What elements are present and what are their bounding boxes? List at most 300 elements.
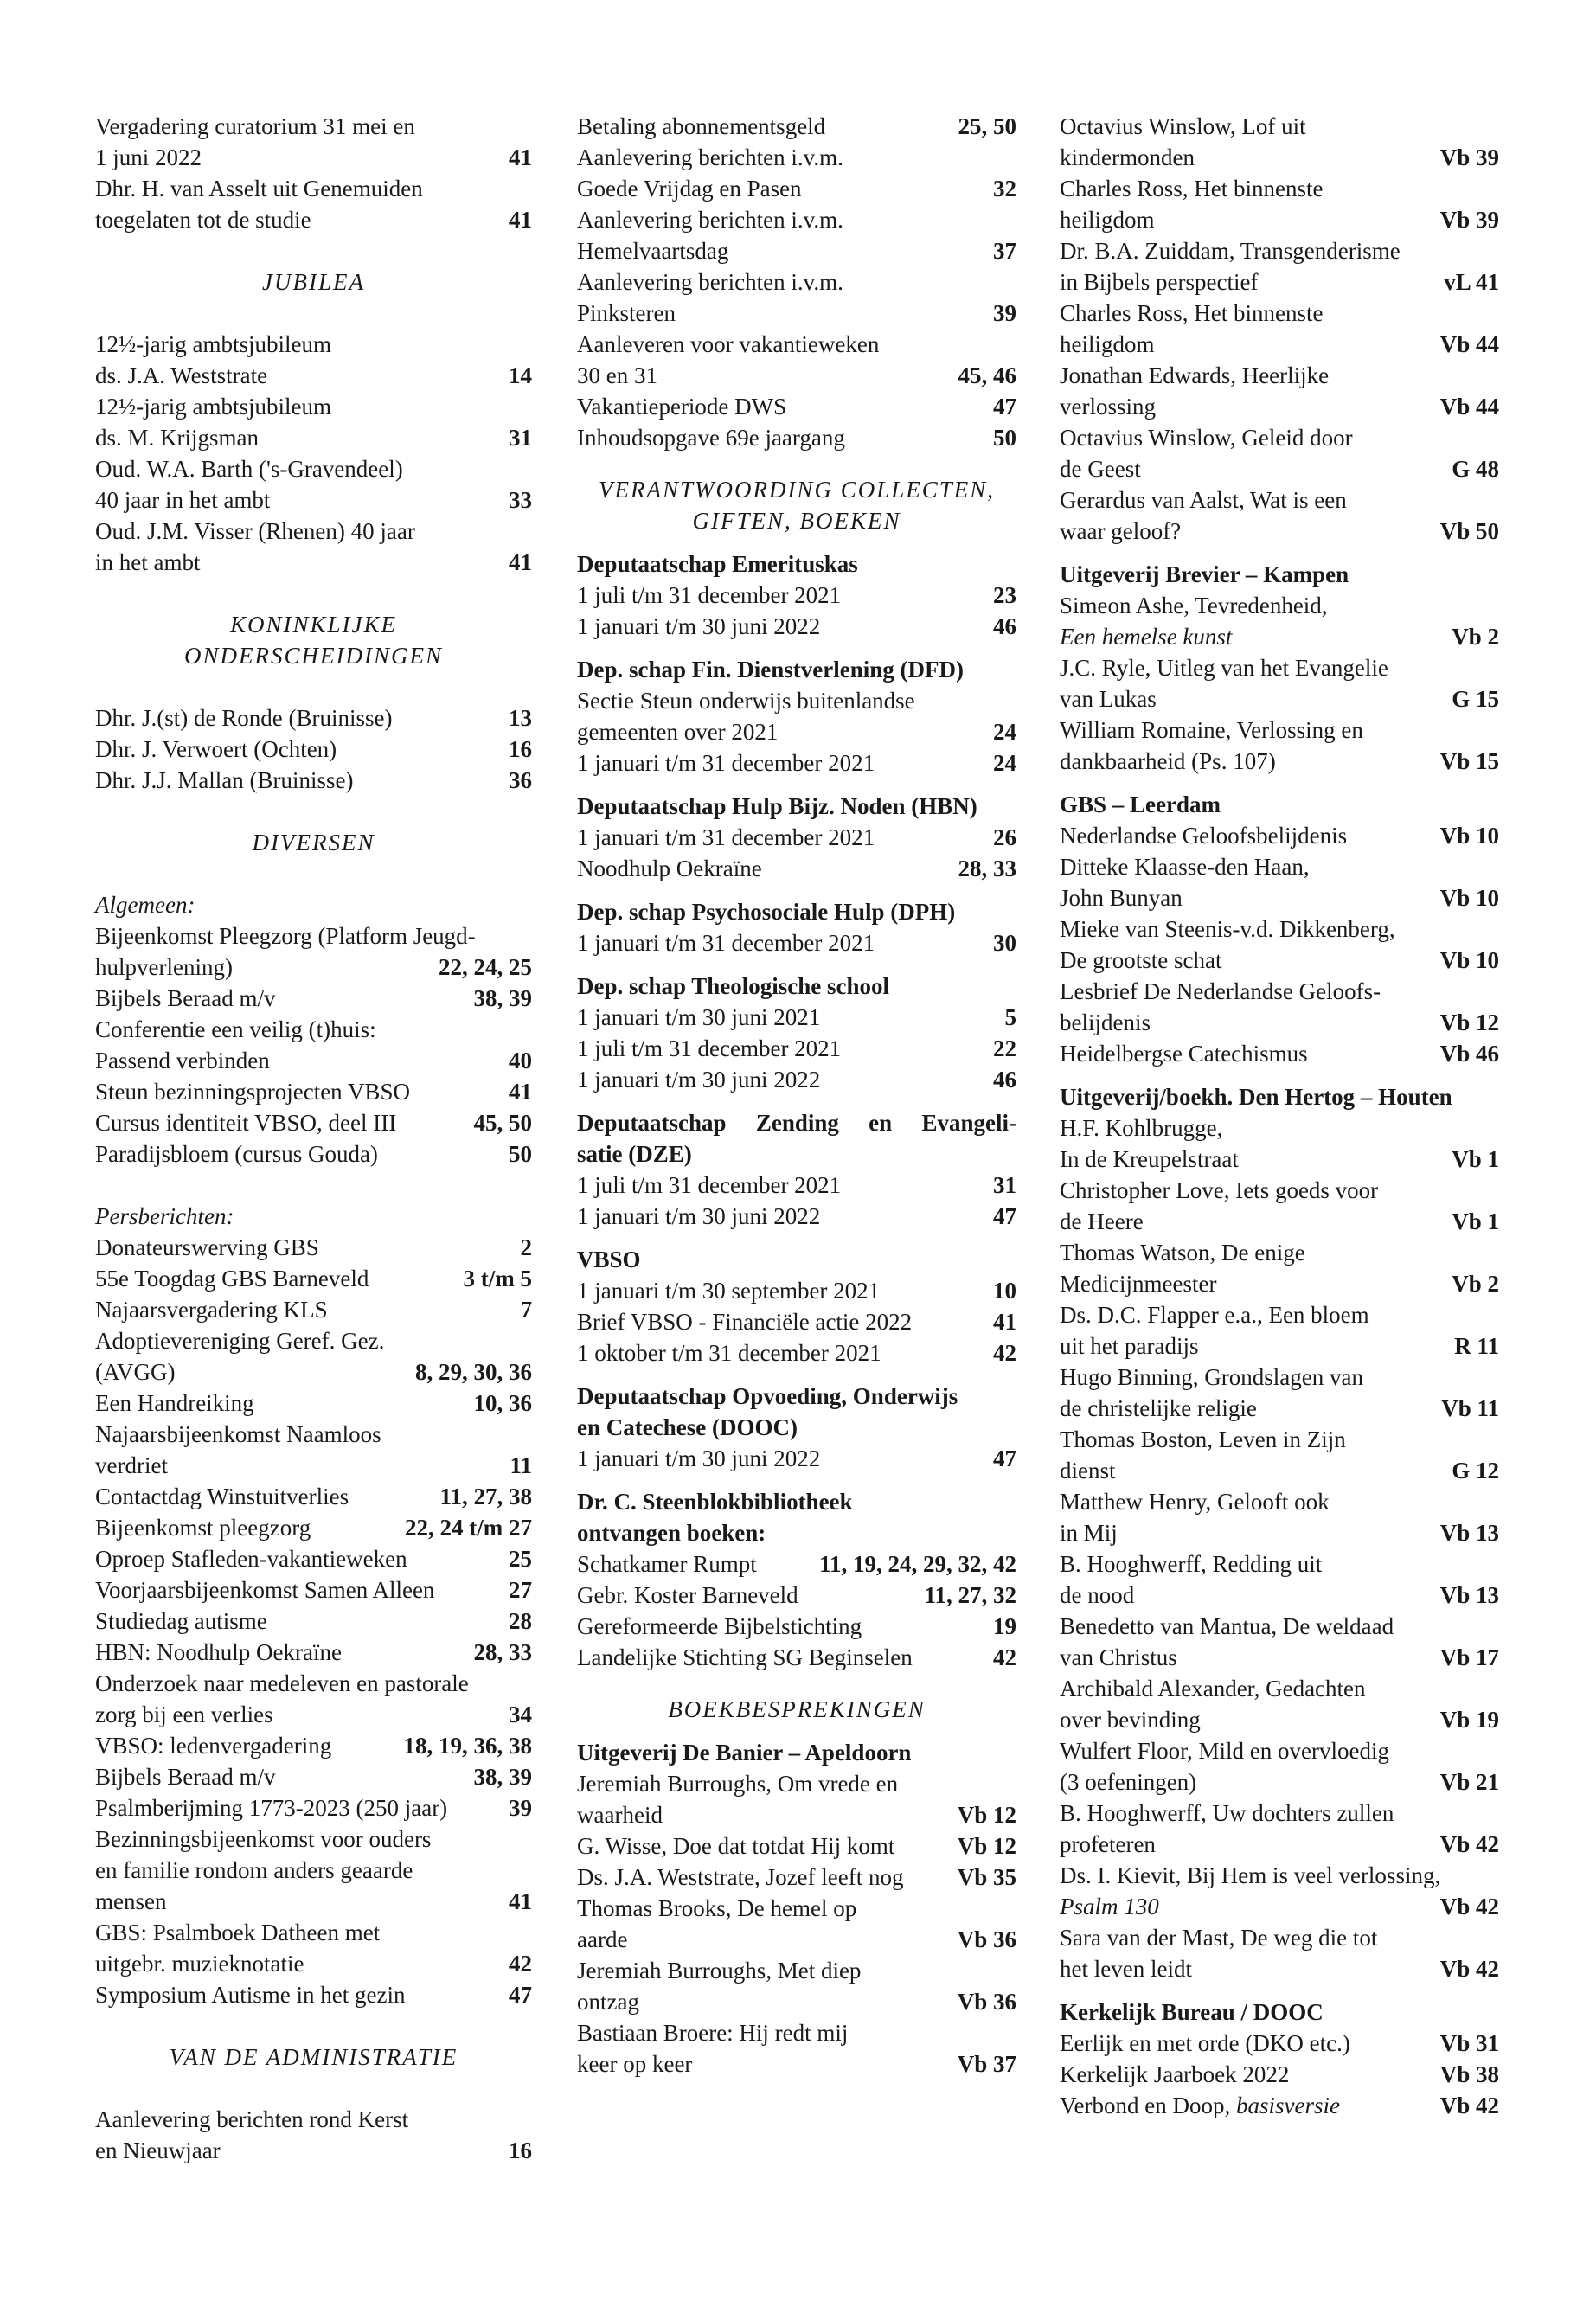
entry-title: mensen <box>95 1888 167 1914</box>
entry-title: Bijeenkomst Pleegzorg (Platform Jeugd- <box>95 923 476 949</box>
spacer <box>1060 777 1499 789</box>
spacer <box>577 958 1016 971</box>
page-reference: 45, 46 <box>958 362 1016 388</box>
page-reference: 7 <box>520 1297 532 1323</box>
spacer <box>95 235 532 266</box>
page-reference: Vb 12 <box>957 1802 1016 1828</box>
entry-title: 1 januari t/m 30 juni 2022 <box>577 1445 821 1471</box>
entry-title: 1 juli t/m 31 december 2021 <box>577 1035 842 1061</box>
index-entry <box>95 734 532 765</box>
section-heading: VAN DE ADMINISTRATIE <box>169 2044 458 2070</box>
index-entry <box>95 1668 532 1699</box>
index-entry <box>1060 945 1499 976</box>
index-entry <box>1060 1735 1499 1766</box>
page-reference: 42 <box>993 1340 1016 1366</box>
group-heading: Deputaatschap Hulp Bijz. Noden (HBN) <box>577 793 977 819</box>
index-entry <box>1060 913 1499 945</box>
group-heading: Uitgeverij De Banier – Apeldoorn <box>577 1740 912 1766</box>
entry-title: Gerardus van Aalst, Wat is een <box>1060 487 1347 513</box>
page-reference: 22, 24 t/m 27 <box>405 1515 532 1541</box>
index-entry <box>95 1356 532 1388</box>
index-entry <box>1060 235 1499 266</box>
index-entry <box>1060 142 1499 173</box>
group-heading: Deputaatschap Opvoeding, Onderwijs <box>577 1383 958 1409</box>
entry-title: Ds. D.C. Flapper e.a., Een bloem <box>1060 1302 1369 1328</box>
page-reference: 25, 50 <box>958 113 1016 139</box>
spacer <box>577 1474 1016 1486</box>
entry-title: 1 oktober t/m 31 december 2021 <box>577 1340 881 1366</box>
index-entry <box>1060 1486 1499 1517</box>
spacer <box>95 671 532 702</box>
index-entry <box>577 822 1016 853</box>
entry-title: 1 januari t/m 30 juni 2021 <box>577 1004 821 1030</box>
index-entry <box>95 453 532 484</box>
index-entry <box>95 1979 532 2010</box>
index-entry <box>1060 360 1499 391</box>
index-entry <box>95 1450 532 1481</box>
entry-title: Schatkamer Rumpt <box>577 1551 757 1577</box>
index-entry <box>577 298 1016 329</box>
index-entry <box>95 765 532 796</box>
group-heading: GBS – Leerdam <box>1060 792 1221 817</box>
page-reference: Vb 50 <box>1439 518 1499 544</box>
page-reference: 32 <box>993 176 1016 202</box>
entry-title: waarheid <box>577 1802 663 1828</box>
index-entry <box>95 1107 532 1138</box>
entry-title: het leven leidt <box>1060 1956 1192 1982</box>
page-reference: Vb 42 <box>1439 2093 1499 2118</box>
page-reference: 46 <box>993 1067 1016 1093</box>
entry-title: Dr. B.A. Zuiddam, Transgenderisme <box>1060 238 1401 264</box>
entry-title: van Lukas <box>1060 686 1157 712</box>
index-column-right <box>1060 111 1499 2121</box>
entry-title: 1 juli t/m 31 december 2021 <box>577 582 842 608</box>
index-entry <box>1060 621 1499 652</box>
index-entry <box>1060 882 1499 913</box>
index-entry <box>577 422 1016 453</box>
page-reference: Vb 13 <box>1439 1520 1499 1546</box>
page-reference: 11 <box>510 1452 532 1478</box>
index-entry <box>577 1862 1016 1893</box>
entry-title: Oproep Stafleden-vakantieweken <box>95 1546 407 1572</box>
page-reference: 39 <box>993 300 1016 326</box>
entry-title: Eerlijk en met orde (DKO etc.) <box>1060 2030 1350 2056</box>
page-reference: 38, 39 <box>473 985 532 1011</box>
index-entry <box>1060 422 1499 453</box>
index-entry <box>95 547 532 578</box>
entry-title: John Bunyan <box>1060 885 1183 911</box>
index-entry <box>577 1580 1016 1611</box>
page-reference: 22, 24, 25 <box>439 954 532 980</box>
index-entry <box>577 266 1016 298</box>
page-reference: Vb 39 <box>1439 144 1499 170</box>
entry-title: Jonathan Edwards, Heerlijke <box>1060 362 1330 388</box>
index-entry <box>1060 1611 1499 1642</box>
page-reference: 16 <box>509 736 532 762</box>
index-entry <box>95 484 532 516</box>
entry-title: Charles Ross, Het binnenste <box>1060 176 1324 202</box>
section-heading: VERANTWOORDING COLLECTEN, <box>598 477 996 503</box>
spacer <box>95 796 532 827</box>
entry-title: J.C. Ryle, Uitleg van het Evangelie <box>1060 655 1388 681</box>
index-entry <box>95 1419 532 1450</box>
entry-title: profeteren <box>1060 1831 1156 1857</box>
index-entry <box>95 1263 532 1294</box>
page-reference: 47 <box>509 1982 532 2008</box>
page-reference: 42 <box>993 1644 1016 1670</box>
entry-title: Bijeenkomst pleegzorg <box>95 1515 311 1541</box>
spacer <box>577 1673 1016 1694</box>
entry-title: Pinksteren <box>577 300 676 326</box>
entry-title: Sara van der Mast, De weg die tot <box>1060 1925 1378 1951</box>
index-entry <box>1060 851 1499 882</box>
index-entry <box>1060 2090 1499 2121</box>
entry-title: Aanlevering berichten i.v.m. <box>577 144 843 170</box>
page-reference: 50 <box>509 1141 532 1167</box>
section-heading: GIFTEN, BOEKEN <box>692 508 901 534</box>
entry-title: Nederlandse Geloofsbelijdenis <box>1060 823 1348 849</box>
entry-title: Octavius Winslow, Lof uit <box>1060 113 1306 139</box>
spacer <box>1060 547 1499 559</box>
index-entry <box>95 516 532 547</box>
index-entry <box>95 1886 532 1917</box>
index-entry <box>95 1543 532 1574</box>
page-reference: Vb 38 <box>1439 2061 1499 2087</box>
entry-title: Thomas Boston, Leven in Zijn <box>1060 1426 1346 1452</box>
entry-title: Inhoudsopgave 69e jaargang <box>577 425 845 451</box>
index-entry <box>577 611 1016 642</box>
entry-title: Landelijke Stichting SG Beginselen <box>577 1644 913 1670</box>
spacer <box>577 536 1016 548</box>
spacer <box>1060 1069 1499 1081</box>
entry-title: Najaarsbijeenkomst Naamloos <box>95 1421 381 1447</box>
page-reference: Vb 1 <box>1452 1208 1499 1234</box>
entry-title: (AVGG) <box>95 1359 176 1385</box>
spacer <box>95 858 532 889</box>
index-entry <box>1060 683 1499 715</box>
entry-title-main: Verbond en Doop, <box>1060 2093 1231 2118</box>
entry-title: Voorjaarsbijeenkomst Samen Alleen <box>95 1577 435 1603</box>
entry-title: Dhr. J.J. Mallan (Bruinisse) <box>95 767 354 793</box>
page-reference: Vb 2 <box>1452 1271 1499 1297</box>
page-reference: 26 <box>993 824 1016 850</box>
index-entry <box>1060 1642 1499 1673</box>
index-entry <box>1060 484 1499 516</box>
section-heading: JUBILEA <box>262 269 365 295</box>
entry-title: Najaarsvergadering KLS <box>95 1297 328 1323</box>
page-reference: Vb 12 <box>1439 1009 1499 1035</box>
index-entry <box>1060 1891 1499 1922</box>
page-reference: Vb 31 <box>1439 2030 1499 2056</box>
index-entry <box>1060 298 1499 329</box>
index-entry <box>1060 1548 1499 1580</box>
index-entry <box>1060 1237 1499 1268</box>
page-reference: 41 <box>509 1888 532 1914</box>
index-entry <box>95 1014 532 1045</box>
spacer <box>577 642 1016 654</box>
index-entry <box>577 747 1016 779</box>
page-reference: Vb 21 <box>1439 1769 1499 1795</box>
page-reference: 34 <box>509 1702 532 1727</box>
entry-title: Ds. I. Kievit, Bij Hem is veel verlossing, <box>1060 1862 1441 1888</box>
entry-title: Passend verbinden <box>95 1048 270 1074</box>
index-entry <box>95 329 532 360</box>
entry-title: ontzag <box>577 1989 639 2015</box>
index-entry <box>1060 1330 1499 1362</box>
page-reference: 16 <box>509 2138 532 2163</box>
entry-title: Oud. J.M. Visser (Rhenen) 40 jaar <box>95 518 415 544</box>
index-entry <box>577 329 1016 360</box>
entry-title: 55e Toogdag GBS Barneveld <box>95 1266 369 1292</box>
index-entry <box>1060 1517 1499 1548</box>
entry-title: zorg bij een verlies <box>95 1702 273 1727</box>
entry-title: Jeremiah Burroughs, Om vrede en <box>577 1771 899 1797</box>
page-reference: 47 <box>993 1445 1016 1471</box>
entry-title: 1 januari t/m 30 juni 2022 <box>577 1067 821 1093</box>
entry-title: Donateurswerving GBS <box>95 1234 319 1260</box>
entry-title: 1 januari t/m 30 juni 2022 <box>577 1203 821 1229</box>
index-entry <box>1060 1860 1499 1891</box>
index-entry <box>95 1637 532 1668</box>
entry-title: heiligdom <box>1060 331 1155 357</box>
index-entry <box>577 685 1016 716</box>
group-heading: Dep. schap Psychosociale Hulp (DPH) <box>577 899 956 925</box>
entry-title: Vergadering curatorium 31 mei en <box>95 113 415 139</box>
entry-title: Aanlevering berichten i.v.m. <box>577 207 843 233</box>
index-entry <box>577 1768 1016 1799</box>
index-entry <box>95 1761 532 1792</box>
entry-title: Christopher Love, Iets goeds voor <box>1060 1177 1379 1203</box>
entry-title: gemeenten over 2021 <box>577 719 779 745</box>
page-reference: 8, 29, 30, 36 <box>415 1359 532 1385</box>
entry-title: en Nieuwjaar <box>95 2138 221 2163</box>
entry-title: H.F. Kohlbrugge, <box>1060 1115 1223 1141</box>
entry-title: Sectie Steun onderwijs buitenlandse <box>577 688 915 714</box>
page-reference: G 12 <box>1452 1458 1499 1484</box>
page-reference: 10 <box>993 1278 1016 1304</box>
entry-title: Oud. W.A. Barth ('s-Gravendeel) <box>95 456 403 482</box>
index-entry <box>95 1481 532 1512</box>
entry-title: Goede Vrijdag en Pasen <box>577 176 802 202</box>
page-reference: 31 <box>993 1172 1016 1198</box>
index-entry <box>1060 1175 1499 1206</box>
entry-title: Hemelvaartsdag <box>577 238 729 264</box>
index-entry <box>577 2048 1016 2080</box>
index-entry <box>95 1730 532 1761</box>
spacer <box>95 1170 532 1201</box>
index-entry <box>1060 516 1499 547</box>
entry-title: Simeon Ashe, Tevredenheid, <box>1060 593 1328 619</box>
page-reference: 36 <box>509 767 532 793</box>
index-entry <box>1060 652 1499 683</box>
entry-title: 1 januari t/m 30 juni 2022 <box>577 613 821 639</box>
index-entry <box>577 1201 1016 1232</box>
entry-title: Bastiaan Broere: Hij redt mij <box>577 2020 849 2046</box>
page-reference: Vb 36 <box>957 1989 1016 2015</box>
index-column-middle <box>577 111 1016 2080</box>
page-reference: 19 <box>993 1613 1016 1639</box>
entry-title: de Heere <box>1060 1208 1144 1234</box>
entry-title: de nood <box>1060 1582 1135 1608</box>
entry-title: hulpverlening) <box>95 954 233 980</box>
entry-title: Psalmberijming 1773-2023 (250 jaar) <box>95 1795 448 1821</box>
page-reference: 10, 36 <box>473 1390 532 1416</box>
entry-title: G. Wisse, Doe dat totdat Hij komt <box>577 1833 895 1859</box>
index-entry <box>1060 1455 1499 1486</box>
index-entry <box>95 1512 532 1543</box>
page-reference: 11, 19, 24, 29, 32, 42 <box>818 1551 1016 1577</box>
page-reference: Vb 1 <box>1452 1146 1499 1172</box>
group-heading: satie (DZE) <box>577 1141 692 1167</box>
group-heading: ontvangen boeken: <box>577 1520 766 1546</box>
page-reference: 39 <box>509 1795 532 1821</box>
index-entry <box>95 920 532 952</box>
spacer <box>577 779 1016 791</box>
entry-title: Jeremiah Burroughs, Met diep <box>577 1958 862 1984</box>
entry-title: Symposium Autisme in het gezin <box>95 1982 406 2008</box>
page-reference: 50 <box>993 425 1016 451</box>
entry-title: Dhr. J.(st) de Ronde (Bruinisse) <box>95 705 393 731</box>
entry-title: 1 juli t/m 31 december 2021 <box>577 1172 842 1198</box>
index-entry <box>95 702 532 734</box>
index-entry <box>1060 204 1499 235</box>
index-entry <box>577 1548 1016 1580</box>
index-entry <box>1060 976 1499 1007</box>
page-reference: G 15 <box>1452 686 1499 712</box>
subsection-label: Algemeen: <box>95 892 195 918</box>
entry-title: van Christus <box>1060 1644 1177 1670</box>
index-entry <box>1060 715 1499 746</box>
index-entry <box>577 1799 1016 1830</box>
entry-title: Aanleveren voor vakantieweken <box>577 331 880 357</box>
entry-title: 12½-jarig ambtsjubileum <box>95 394 331 420</box>
entry-title: GBS: Psalmboek Datheen met <box>95 1920 381 1945</box>
page-reference: 37 <box>993 238 1016 264</box>
spacer <box>95 298 532 329</box>
entry-title: Ditteke Klaasse-den Haan, <box>1060 854 1310 880</box>
group-heading: en Catechese (DOOC) <box>577 1414 798 1440</box>
index-entry <box>1060 1144 1499 1175</box>
spacer <box>577 1725 1016 1737</box>
entry-title: Betaling abonnementsgeld <box>577 113 826 139</box>
entry-title: 40 jaar in het ambt <box>95 487 271 513</box>
index-entry <box>1060 111 1499 142</box>
entry-title: Kerkelijk Jaarboek 2022 <box>1060 2061 1290 2087</box>
entry-title: dienst <box>1060 1458 1116 1484</box>
index-entry <box>1060 2028 1499 2059</box>
entry-title: Matthew Henry, Gelooft ook <box>1060 1489 1330 1515</box>
group-heading: Dep. schap Theologische school <box>577 973 890 999</box>
entry-title: toegelaten tot de studie <box>95 207 311 233</box>
page-reference: 28, 33 <box>958 856 1016 881</box>
index-entry <box>95 1574 532 1606</box>
index-entry <box>577 1986 1016 2017</box>
page-reference: Vb 19 <box>1439 1707 1499 1733</box>
index-entry <box>1060 173 1499 204</box>
index-entry <box>95 1792 532 1823</box>
entry-title: Thomas Watson, De enige <box>1060 1240 1305 1266</box>
page-reference: 28, 33 <box>473 1639 532 1665</box>
index-entry <box>1060 1007 1499 1038</box>
index-entry <box>95 1388 532 1419</box>
page-reference: 41 <box>509 1079 532 1105</box>
index-entry <box>1060 266 1499 298</box>
index-entry <box>95 204 532 235</box>
entry-title: ds. M. Krijgsman <box>95 425 259 451</box>
index-entry <box>577 1443 1016 1474</box>
index-entry <box>95 391 532 422</box>
index-entry <box>95 360 532 391</box>
index-entry <box>1060 1704 1499 1735</box>
page-reference: 33 <box>509 487 532 513</box>
entry-title: Ds. J.A. Weststrate, Jozef leeft nog <box>577 1864 904 1890</box>
spacer <box>577 884 1016 896</box>
page-reference: 41 <box>509 549 532 575</box>
page-reference: 46 <box>993 613 1016 639</box>
page-reference: 28 <box>509 1608 532 1634</box>
index-entry <box>577 360 1016 391</box>
page-reference: Vb 46 <box>1439 1041 1499 1067</box>
index-entry <box>1060 1362 1499 1393</box>
page-reference: 27 <box>509 1577 532 1603</box>
page-reference: Vb 11 <box>1441 1395 1499 1421</box>
entry-title: Gebr. Koster Barneveld <box>577 1582 798 1608</box>
index-entry <box>1060 1424 1499 1455</box>
entry-title: en familie rondom anders geaarde <box>95 1857 413 1883</box>
index-entry <box>577 1306 1016 1337</box>
group-heading: Kerkelijk Bureau / DOOC <box>1060 1999 1324 2025</box>
index-entry <box>577 391 1016 422</box>
entry-title: keer op keer <box>577 2051 693 2077</box>
entry-title: de Geest <box>1060 456 1141 482</box>
entry-title: Steun bezinningsprojecten VBSO <box>95 1079 410 1105</box>
spacer <box>577 1232 1016 1244</box>
index-entry <box>95 2104 532 2135</box>
entry-title: Contactdag Winstuitverlies <box>95 1484 349 1509</box>
page-reference: 45, 50 <box>473 1110 532 1136</box>
index-entry <box>1060 1038 1499 1069</box>
spacer <box>95 578 532 609</box>
entry-title: De grootste schat <box>1060 947 1222 973</box>
index-entry <box>95 1948 532 1979</box>
index-entry <box>577 235 1016 266</box>
index-entry <box>577 1830 1016 1862</box>
entry-title: Charles Ross, Het binnenste <box>1060 300 1324 326</box>
page-reference: 38, 39 <box>473 1764 532 1790</box>
entry-title: 30 en 31 <box>577 362 657 388</box>
entry-title: Adoptievereniging Geref. Gez. <box>95 1328 385 1354</box>
index-entry <box>577 927 1016 958</box>
index-entry <box>1060 2059 1499 2090</box>
index-entry <box>1060 746 1499 777</box>
entry-title: in het ambt <box>95 549 201 575</box>
page-reference: Vb 42 <box>1439 1894 1499 1920</box>
entry-title: 1 januari t/m 30 september 2021 <box>577 1278 881 1304</box>
index-entry <box>95 1917 532 1948</box>
index-entry <box>1060 391 1499 422</box>
entry-title: Bezinningsbijeenkomst voor ouders <box>95 1826 432 1852</box>
entry-title: in Bijbels perspectief <box>1060 269 1259 295</box>
page-reference: 41 <box>993 1309 1016 1335</box>
group-heading: Dr. C. Steenblokbibliotheek <box>577 1489 853 1515</box>
index-entry <box>1060 1798 1499 1829</box>
page-reference: R 11 <box>1454 1333 1499 1359</box>
page-reference: 24 <box>993 719 1016 745</box>
page-reference: Vb 36 <box>957 1926 1016 1952</box>
entry-title: William Romaine, Verlossing en <box>1060 717 1363 743</box>
index-entry <box>1060 590 1499 621</box>
group-heading: Uitgeverij Brevier – Kampen <box>1060 561 1349 587</box>
